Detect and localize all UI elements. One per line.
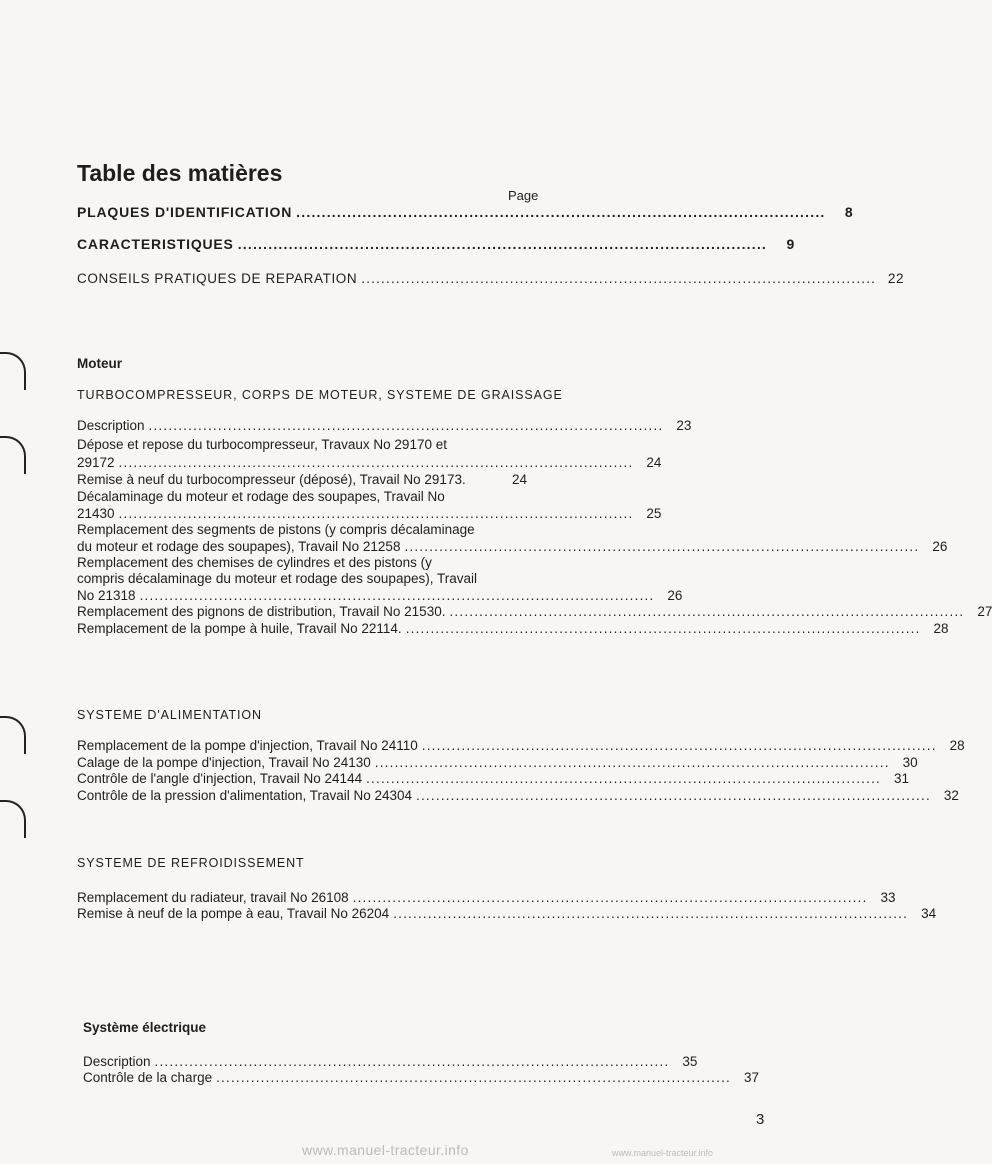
toc-page: 8 (844, 204, 854, 220)
dot-leader: ........................................................................................................ (352, 890, 868, 905)
dot-leader: ........................................................................................................ (393, 906, 909, 921)
toc-line-chemises-2: compris décalaminage du moteur et rodage des soupapes), Travail (77, 571, 477, 586)
toc-page: 27 (977, 604, 992, 619)
toc-entry-refroid-2 (77, 906, 937, 921)
dot-leader: ........................................................................................................ (118, 506, 634, 521)
toc-page: 28 (933, 621, 949, 636)
watermark-main: www.manuel-tracteur.info (302, 1142, 469, 1158)
toc-entry-remise-turbo (77, 472, 527, 487)
punch-hole-3 (0, 716, 26, 754)
toc-page: 33 (880, 890, 896, 905)
dot-leader: ........................................................................................................ (139, 588, 655, 603)
toc-page: 28 (949, 738, 965, 753)
toc-page: 24 (646, 455, 662, 470)
toc-page: 9 (786, 236, 796, 252)
toc-page: 25 (646, 506, 662, 521)
dot-leader: ........................................................................................................ (405, 621, 921, 636)
toc-entry-decalaminage (77, 506, 662, 521)
toc-entry-description (77, 418, 692, 433)
punch-hole-1 (0, 352, 26, 390)
toc-page: 26 (932, 539, 948, 554)
dot-leader: ........................................................................................................ (296, 204, 826, 220)
toc-label: Remplacement de la pompe d'injection, Travail No 24110 (77, 738, 418, 753)
toc-label: Remplacement des pignons de distribution, Travail No 21530. (77, 604, 446, 619)
toc-label: Remplacement du radiateur, travail No 26108 (77, 890, 349, 905)
toc-entry-caracteristiques (77, 236, 796, 252)
toc-entry-elec-2 (83, 1070, 759, 1085)
toc-label: 29172 (77, 455, 115, 470)
toc-line-turbo: Dépose et repose du turbocompresseur, Travaux No 29170 et (77, 437, 447, 452)
toc-entry-turbo (77, 455, 662, 470)
toc-page: 35 (682, 1054, 698, 1069)
punch-hole-2 (0, 436, 26, 474)
toc-label: Remplacement de la pompe à huile, Travail No 22114. (77, 621, 402, 636)
toc-entry-pompe-huile (77, 621, 949, 636)
toc-entry-chemises (77, 588, 683, 603)
toc-entry-alim-2 (77, 755, 918, 770)
dot-leader: ........................................................................................................ (148, 418, 664, 433)
toc-label: Remise à neuf de la pompe à eau, Travail No 26204 (77, 906, 390, 921)
subheading-refroidissement: SYSTEME DE REFROIDISSEMENT (77, 856, 305, 870)
punch-hole-4 (0, 800, 26, 838)
dot-leader: ........................................................................................................ (216, 1070, 731, 1085)
toc-label: Description (83, 1054, 151, 1069)
toc-label: Contrôle de l'angle d'injection, Travail No 24144 (77, 771, 363, 786)
toc-line-segments: Remplacement des segments de pistons (y compris décalaminage (77, 522, 475, 537)
section-heading-electrique: Système électrique (83, 1020, 207, 1035)
toc-entry-plaques (77, 204, 854, 220)
toc-entry-elec-1 (83, 1054, 698, 1069)
dot-leader: ........................................................................................................ (361, 271, 877, 286)
toc-page: 31 (893, 771, 909, 786)
toc-page: 34 (921, 906, 937, 921)
toc-entry-alim-1 (77, 738, 965, 753)
toc-page: 22 (887, 271, 905, 286)
dot-leader: ........................................................................................................ (404, 539, 920, 554)
toc-page: 37 (743, 1070, 759, 1085)
toc-page: 26 (667, 588, 683, 603)
toc-entry-alim-4 (77, 788, 959, 803)
page-column-header: Page (508, 188, 539, 203)
page-number: 3 (756, 1111, 765, 1128)
toc-page: 23 (676, 418, 692, 433)
page-title: Table des matières (77, 160, 283, 186)
toc-entry-refroid-1 (77, 890, 896, 905)
toc-label: du moteur et rodage des soupapes), Travail No 21258 (77, 539, 401, 554)
dot-leader: ........................................................................................................ (366, 771, 881, 786)
toc-label: Remise à neuf du turbocompresseur (déposé), Travail No 29173. (77, 472, 466, 487)
section-heading-moteur: Moteur (77, 356, 122, 371)
toc-line-decalaminage: Décalaminage du moteur et rodage des soupapes, Travail No (77, 489, 445, 504)
dot-leader: ........................................................................................................ (237, 236, 768, 252)
toc-line-chemises-1: Remplacement des chemises de cylindres et des pistons (y (77, 555, 432, 570)
toc-entry-conseils (77, 271, 905, 286)
toc-page: 32 (943, 788, 959, 803)
toc-label: CARACTERISTIQUES (77, 236, 234, 252)
dot-leader: ........................................................................................................ (154, 1054, 670, 1069)
toc-entry-pignons (77, 604, 992, 619)
dot-leader: ........................................................................................................ (449, 604, 965, 619)
toc-label: Contrôle de la charge (83, 1070, 213, 1085)
dot-leader: ........................................................................................................ (416, 788, 931, 803)
toc-entry-segments (77, 539, 948, 554)
toc-label: Description (77, 418, 145, 433)
dot-leader: ........................................................................................................ (374, 755, 890, 770)
toc-label: PLAQUES D'IDENTIFICATION (77, 204, 293, 220)
toc-label: 21430 (77, 506, 115, 521)
toc-entry-alim-3 (77, 771, 909, 786)
watermark-small: www.manuel-tracteur.info (612, 1148, 714, 1158)
dot-leader: ........................................................................................................ (421, 738, 937, 753)
subheading-turbocompresseur: TURBOCOMPRESSEUR, CORPS DE MOTEUR, SYSTEME DE GRAISSAGE (77, 388, 563, 402)
toc-label: Calage de la pompe d'injection, Travail No 24130 (77, 755, 371, 770)
toc-label: Contrôle de la pression d'alimentation, Travail No 24304 (77, 788, 413, 803)
dot-leader: ........................................................................................................ (118, 455, 634, 470)
toc-page: 24 (511, 472, 527, 487)
toc-page: 30 (902, 755, 918, 770)
toc-label: CONSEILS PRATIQUES DE REPARATION (77, 271, 358, 286)
toc-label: No 21318 (77, 588, 136, 603)
subheading-alimentation: SYSTEME D'ALIMENTATION (77, 708, 262, 722)
